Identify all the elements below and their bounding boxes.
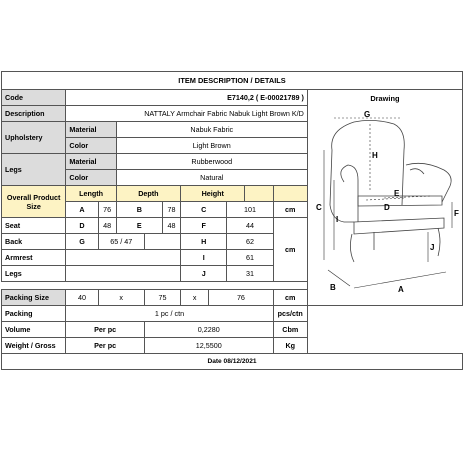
packing-unit: pcs/ctn (273, 306, 307, 322)
packing-size-v1: 40 (66, 290, 98, 306)
packing-size-v2: 75 (144, 290, 180, 306)
dim-label-b: B (329, 283, 336, 292)
back-h-value: 62 (227, 234, 273, 250)
legs-label: Legs (2, 154, 66, 186)
volume-label: Volume (2, 322, 66, 338)
size-a-letter: A (66, 202, 98, 218)
back-h-letter: H (181, 234, 227, 250)
back-g-letter: G (66, 234, 98, 250)
armrest-i-letter: I (181, 250, 227, 266)
armrest-label: Armrest (2, 250, 66, 266)
dim-label-c: C (315, 203, 322, 212)
seat-label: Seat (2, 218, 66, 234)
legs-dim-label: Legs (2, 266, 66, 282)
header-spacer-2 (273, 186, 307, 202)
upholstery-color-value: Light Brown (116, 138, 307, 154)
packing-size-v3: 76 (209, 290, 273, 306)
dim-label-d: D (383, 203, 390, 212)
volume-per: Per pc (66, 322, 144, 338)
dim-label-f: F (453, 209, 459, 218)
legs-color-value: Natural (116, 170, 307, 186)
dim-label-i: I (335, 215, 339, 224)
back-blank (144, 234, 180, 250)
sheet-title: ITEM DESCRIPTION / DETAILS (2, 72, 463, 90)
upholstery-color-label: Color (66, 138, 116, 154)
size-b-value: 78 (162, 202, 180, 218)
legs-j-value: 31 (227, 266, 273, 282)
legs-j-letter: J (181, 266, 227, 282)
seat-d-letter: D (66, 218, 98, 234)
size-a-value: 76 (98, 202, 116, 218)
back-label: Back (2, 234, 66, 250)
upholstery-label: Upholstery (2, 122, 66, 154)
dim-label-j: J (429, 243, 435, 252)
packing-size-x2: x (181, 290, 209, 306)
spec-sheet (1, 71, 463, 386)
description-value: NATTALY Armchair Fabric Nabuk Light Brown K/D (66, 106, 307, 122)
overall-size-label: Overall Product Size (2, 186, 66, 218)
code-value: E7140,2 ( E-00021789 ) (66, 90, 307, 106)
dim-label-h: H (371, 151, 378, 160)
length-header: Length (66, 186, 116, 202)
size-b-letter: B (116, 202, 162, 218)
weight-per: Per pc (66, 338, 144, 354)
drawing-below-blank (307, 306, 462, 354)
dim-label-e: E (393, 189, 400, 198)
spacer-row (2, 282, 308, 290)
seat-f-letter: F (181, 218, 227, 234)
packing-value: 1 pc / ctn (66, 306, 273, 322)
seat-e-letter: E (116, 218, 162, 234)
size-unit: cm (273, 202, 307, 218)
description-label: Description (2, 106, 66, 122)
seat-d-value: 48 (98, 218, 116, 234)
packing-size-x1: x (98, 290, 144, 306)
packing-size-unit: cm (273, 290, 307, 306)
dim-label-g: G (363, 110, 371, 119)
seat-e-value: 48 (162, 218, 180, 234)
size-c-value: 101 (227, 202, 273, 218)
volume-value: 0,2280 (144, 322, 273, 338)
packing-label: Packing (2, 306, 66, 322)
weight-value: 12,5500 (144, 338, 273, 354)
spec-table (1, 71, 463, 370)
seat-f-value: 44 (227, 218, 273, 234)
armrest-blank (66, 250, 181, 266)
size-c-letter: C (181, 202, 227, 218)
legs-material-label: Material (66, 154, 116, 170)
code-label: Code (2, 90, 66, 106)
drawing-title: Drawing (370, 94, 400, 103)
drawing-panel (307, 90, 462, 306)
armrest-i-value: 61 (227, 250, 273, 266)
weight-label: Weight / Gross (2, 338, 66, 354)
upholstery-material-value: Nabuk Fabric (116, 122, 307, 138)
legs-material-value: Rubberwood (116, 154, 307, 170)
upholstery-material-label: Material (66, 122, 116, 138)
weight-unit: Kg (273, 338, 307, 354)
height-header: Height (181, 186, 245, 202)
date-footer: Date 08/12/2021 (2, 354, 463, 370)
back-g-value: 65 / 47 (98, 234, 144, 250)
armchair-drawing (314, 110, 459, 306)
header-spacer (245, 186, 273, 202)
legs-color-label: Color (66, 170, 116, 186)
volume-unit: Cbm (273, 322, 307, 338)
legs-dim-blank (66, 266, 181, 282)
packing-size-label: Packing Size (2, 290, 66, 306)
depth-header: Depth (116, 186, 180, 202)
dims-unit: cm (273, 218, 307, 282)
dim-label-a: A (397, 285, 404, 294)
